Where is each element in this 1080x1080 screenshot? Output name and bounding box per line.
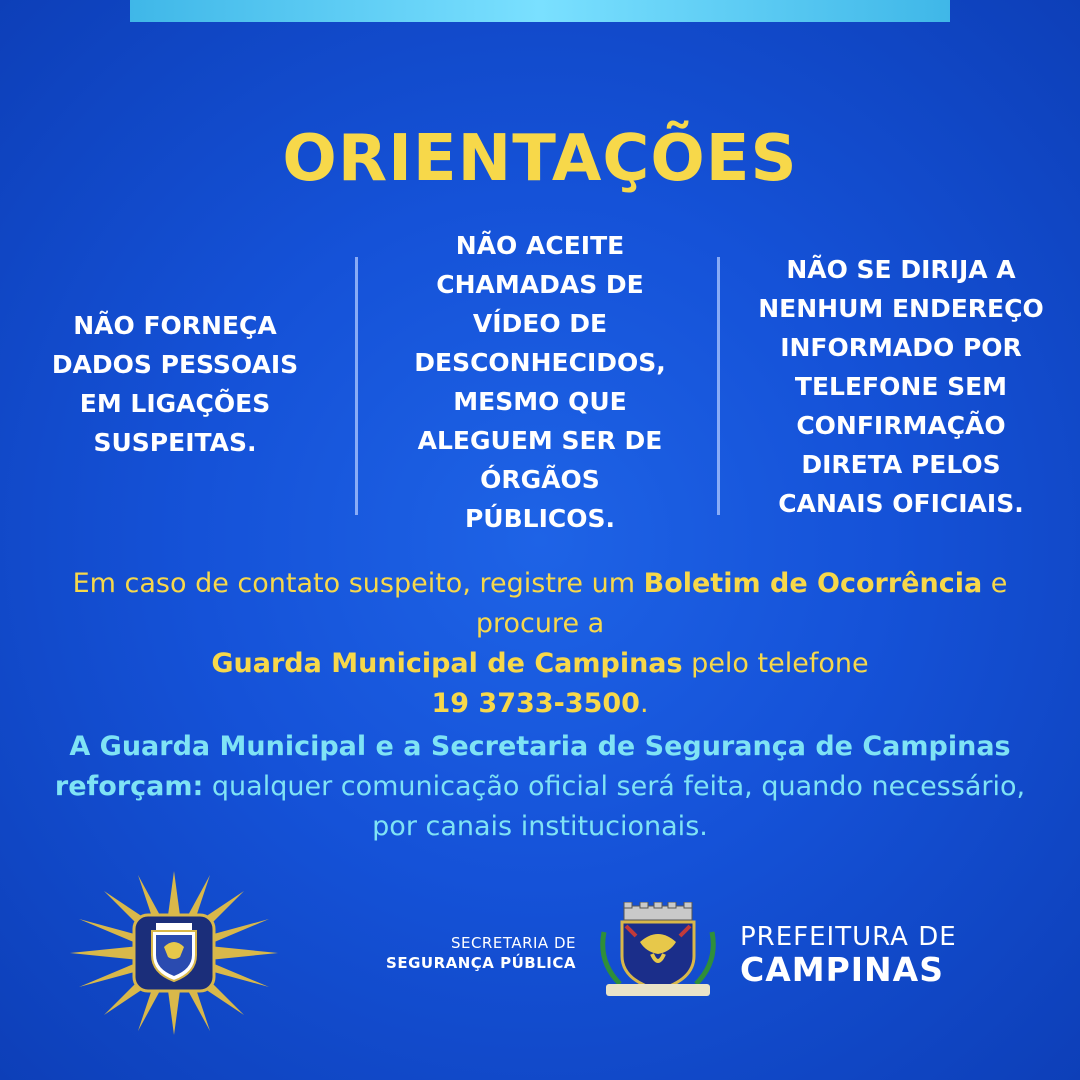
tip-column-personal-data: NÃO FORNEÇA DADOS PESSOAIS EM LIGAÇÕES SUSPEITAS. bbox=[51, 311, 299, 457]
prefeitura-line2: CAMPINAS bbox=[740, 950, 944, 989]
secretaria-line2: SEGURANÇA PÚBLICA bbox=[386, 954, 576, 972]
contact-text: e procure a bbox=[475, 568, 1008, 639]
tip-column-addresses: NÃO SE DIRIJA A NENHUM ENDEREÇO INFORMADO POR TELEFONE SEM CONFIRMAÇÃO DIRETA PELOS CANAIS OFICIAIS. bbox=[758, 255, 1044, 518]
secretaria-line1: SECRETARIA DE bbox=[450, 934, 576, 952]
contact-instructions bbox=[40, 564, 1040, 724]
secretaria-label bbox=[330, 933, 576, 973]
notice-bold: A Guarda Municipal e a Secretaria de Segurança de Campinas reforçam: bbox=[54, 731, 1011, 802]
page-title: ORIENTAÇÕES bbox=[282, 122, 798, 196]
official-notice bbox=[40, 727, 1040, 847]
guarda-municipal-badge-icon bbox=[68, 868, 280, 1038]
phone-number: 19 3733-3500 bbox=[431, 688, 640, 719]
guarda-name: Guarda Municipal de Campinas bbox=[211, 648, 683, 679]
contact-text: . bbox=[639, 688, 649, 719]
prefeitura-line1: PREFEITURA DE bbox=[740, 922, 957, 952]
column-divider bbox=[355, 257, 358, 515]
tip-column-video-calls: NÃO ACEITE CHAMADAS DE VÍDEO DE DESCONHECIDOS, MESMO QUE ALEGUEM SER DE ÓRGÃOS PÚBLICOS. bbox=[414, 231, 666, 533]
notice-text: qualquer comunicação oficial será feita, quando necessário, por canais institucionais. bbox=[203, 771, 1026, 842]
contact-text: Em caso de contato suspeito, registre um bbox=[72, 568, 644, 599]
column-divider bbox=[717, 257, 720, 515]
boletim-text: Boletim de Ocorrência bbox=[643, 568, 983, 599]
prefeitura-label bbox=[740, 922, 957, 988]
contact-text: pelo telefone bbox=[682, 648, 869, 679]
top-accent-bar bbox=[130, 0, 950, 22]
campinas-coat-of-arms-icon bbox=[596, 902, 720, 1000]
